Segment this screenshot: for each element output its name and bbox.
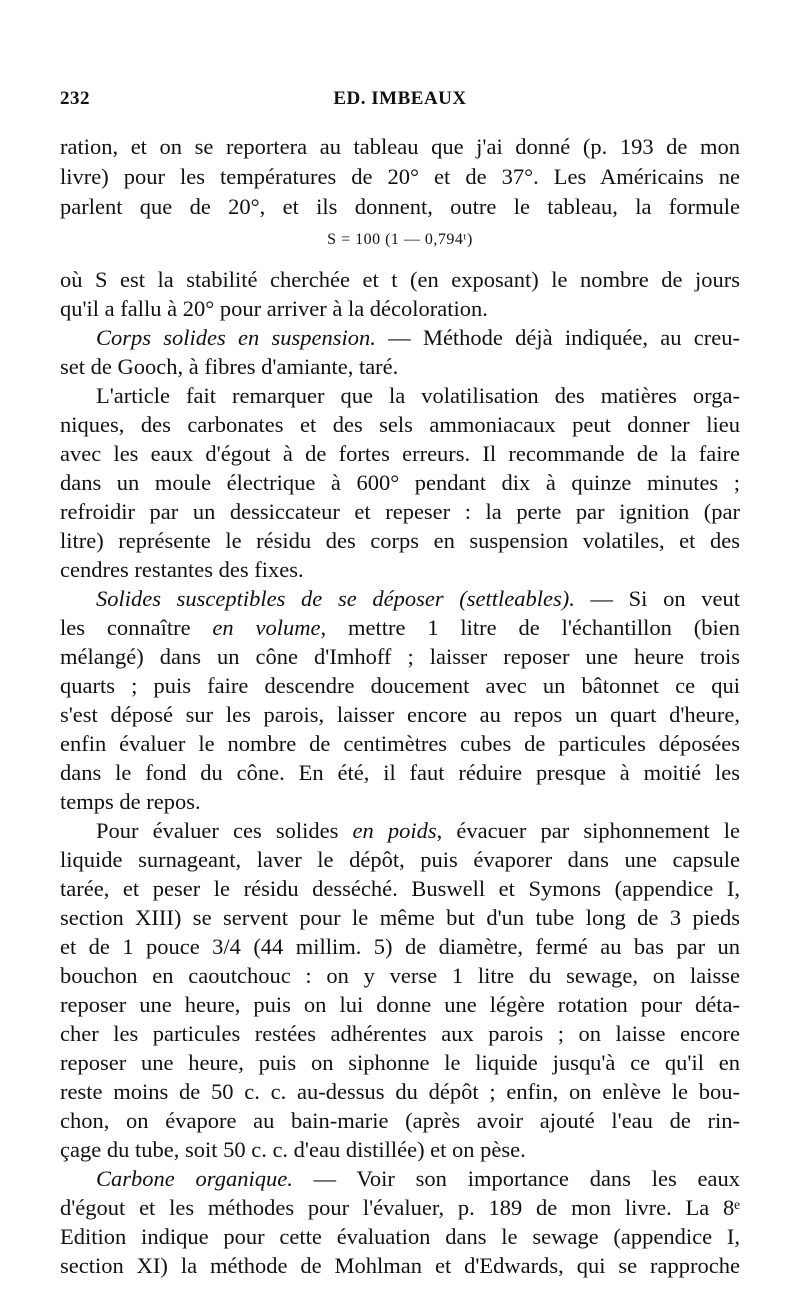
text-line: cher les particules restées adhérentes aux parois ; on laisse encore [60,1021,740,1046]
text-line: enfin évaluer le nombre de centimètres cubes de particules déposées [60,731,740,756]
text-line: livre) pour les températures de 20° et de 37°. Les Américains ne [60,164,740,189]
text-line: mélangé) dans un cône d'Imhoff ; laisser reposer une heure trois [60,644,740,669]
text-line: les connaître en volume, mettre 1 litre de l'échantillon (bien [60,615,740,640]
text-line: avec les eaux d'égout à de fortes erreurs. Il recommande de la faire [60,441,740,466]
text-line: reste moins de 50 c. c. au-dessus du dépôt ; enfin, on enlève le bou- [60,1079,740,1104]
section-heading: Corps solides en suspension. [96,325,376,350]
text-line: chon, on évapore au bain-marie (après avoir ajouté l'eau de rin- [60,1108,740,1133]
text-line: refroidir par un dessiccateur et repeser : la perte par ignition (par [60,499,740,524]
text-line: section XIII) se servent pour le même but d'un tube long de 3 pieds [60,905,740,930]
running-title: ED. IMBEAUX [333,88,467,109]
text-line: et de 1 pouce 3/4 (44 millim. 5) de diamètre, fermé au bas par un [60,934,740,959]
text-line: cendres restantes des fixes. [60,557,304,582]
running-head [60,88,740,112]
text-line: L'article fait remarquer que la volatilisation des matières orga- [96,383,740,408]
text-line: dans un moule électrique à 600° pendant dix à quinze minutes ; [60,470,740,495]
text-line: set de Gooch, à fibres d'amiante, taré. [60,354,399,379]
formula: S = 100 (1 — 0,794ᵗ) [327,231,473,248]
text-line: s'est déposé sur les parois, laisser encore au repos un quart d'heure, [60,702,740,727]
text-line: dans le fond du cône. En été, il faut réduire presque à moitié les [60,760,740,785]
section-heading: Carbone organique. [96,1166,293,1191]
text-line: Pour évaluer ces solides en poids, évacuer par siphonnement le [96,818,740,843]
section-heading: Solides susceptibles de se déposer (settleables). [96,586,575,611]
text-line: où S est la stabilité cherchée et t (en exposant) le nombre de jours [60,267,740,292]
text-line: ration, et on se reportera au tableau que j'ai donné (p. 193 de mon [60,134,740,159]
text-line: reposer une heure, puis on lui donne une légère rotation pour déta- [60,992,740,1017]
text-line: Edition indique pour cette évaluation dans le sewage (appendice I, [60,1224,740,1249]
text-line: temps de repos. [60,789,201,814]
text-line: section XI) la méthode de Mohlman et d'Edwards, qui se rapproche [60,1253,740,1278]
text-line: parlent que de 20°, et ils donnent, outre le tableau, la formule [60,194,740,219]
text-line: quarts ; puis faire descendre doucement avec un bâtonnet ce qui [60,673,740,698]
text-line: Corps solides en suspension. — Méthode déjà indiquée, au creu- [96,325,740,350]
text-line: Solides susceptibles de se déposer (settleables). — Si on veut [96,586,740,611]
page-number: 232 [60,88,90,109]
text-line: Carbone organique. — Voir son importance dans les eaux [96,1166,740,1191]
text-line: çage du tube, soit 50 c. c. d'eau distillée) et on pèse. [60,1137,526,1162]
text-line: qu'il a fallu à 20° pour arriver à la décoloration. [60,296,488,321]
text-line: bouchon en caoutchouc : on y verse 1 litre du sewage, on laisse [60,963,740,988]
text-line: litre) représente le résidu des corps en suspension volatiles, et des [60,528,740,553]
text-line: niques, des carbonates et des sels ammoniacaux peut donner lieu [60,412,740,437]
text-line: tarée, et peser le résidu desséché. Buswell et Symons (appendice I, [60,876,740,901]
text-line: reposer une heure, puis on siphonne le liquide jusqu'à ce qu'il en [60,1050,740,1075]
text-line: liquide surnageant, laver le dépôt, puis évaporer dans une capsule [60,847,740,872]
text-line: d'égout et les méthodes pour l'évaluer, p. 189 de mon livre. La 8ᵉ [60,1195,740,1220]
